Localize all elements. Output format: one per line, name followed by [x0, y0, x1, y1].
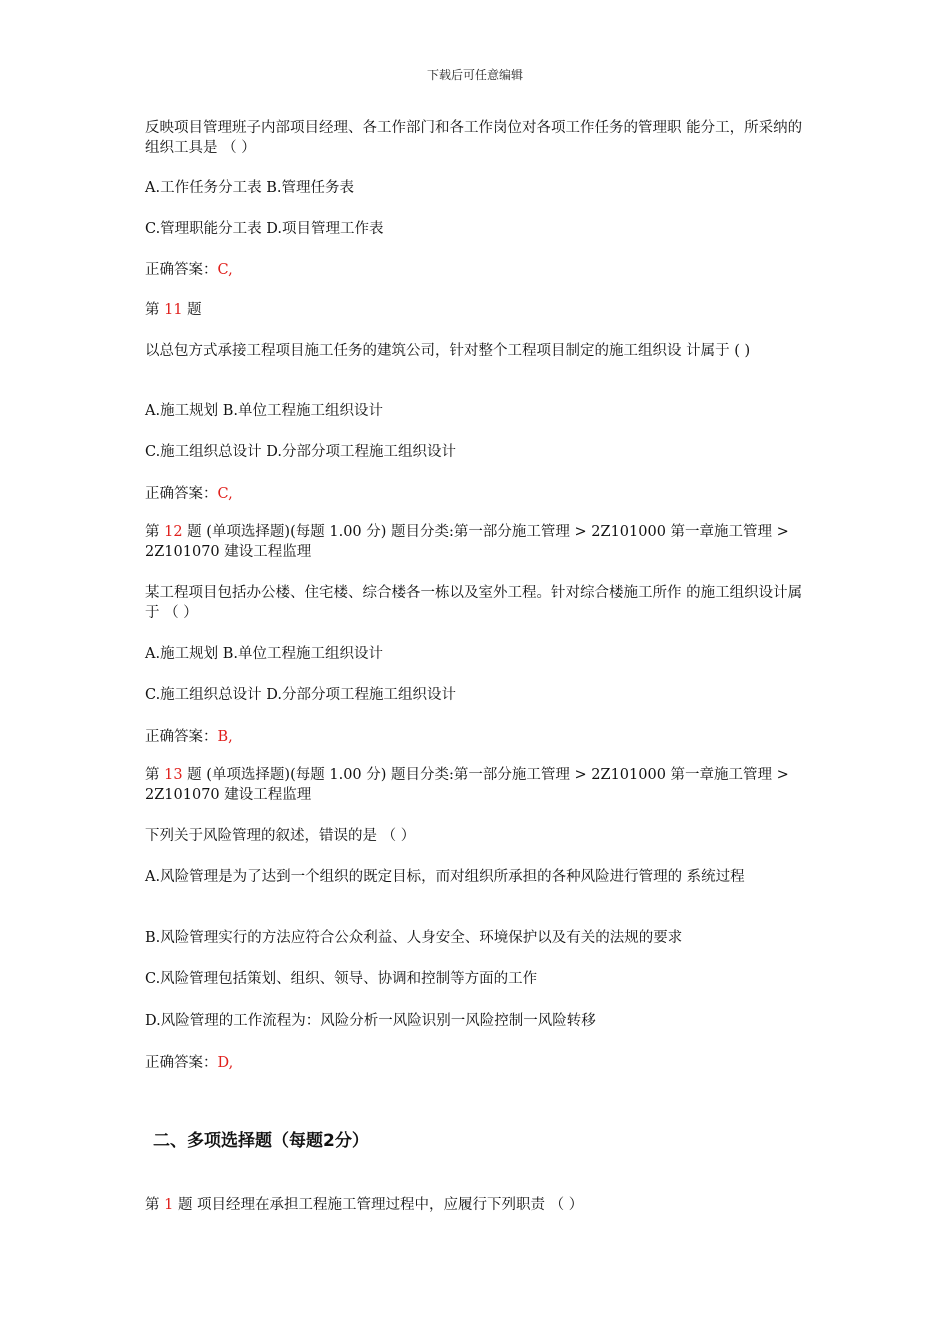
answer-value: D,: [217, 1055, 234, 1071]
question-12-answer: [145, 727, 815, 747]
question-11-stem: 以总包方式承接工程项目施工任务的建筑公司，针对整个工程项目制定的施工组织设 计属于 ( ): [145, 343, 751, 359]
question-13-stem: 下列关于风险管理的叙述，错误的是 （ ）: [145, 828, 416, 844]
question-13-option-d: D.风险管理的工作流程为：风险分析一风险识别一风险控制一风险转移: [145, 1013, 596, 1029]
question-number: 11: [164, 302, 183, 318]
question-number: 1: [164, 1197, 174, 1213]
question-11-title: [145, 300, 815, 320]
answer-value: C,: [217, 486, 233, 502]
question-prefix: 第: [145, 1197, 165, 1213]
page-header: 下载后可任意编辑: [426, 68, 523, 82]
question-suffix: 题: [182, 302, 202, 318]
question-12-stem: 某工程项目包括办公楼、住宅楼、综合楼各一栋以及室外工程。针对综合楼施工所作 的施工组织设计属于 （ ）: [145, 585, 803, 621]
question-10-options-cd: C.管理职能分工表 D.项目管理工作表: [145, 221, 384, 237]
answer-value: C,: [217, 262, 233, 278]
answer-value: B,: [217, 729, 233, 745]
answer-label: 正确答案：: [145, 486, 218, 502]
question-suffix: 题 项目经理在承担工程施工管理过程中，应履行下列职责 （ ）: [173, 1197, 584, 1213]
question-prefix: 第: [145, 524, 165, 540]
question-12-options-ab: A.施工规划 B.单位工程施工组织设计: [145, 646, 383, 662]
question-11-answer: [145, 484, 815, 504]
multi-question-1-title: [145, 1195, 815, 1215]
answer-label: 正确答案：: [145, 729, 218, 745]
question-11-options-ab: A.施工规划 B.单位工程施工组织设计: [145, 403, 383, 419]
question-10-answer: [145, 260, 815, 280]
question-13-option-b: B.风险管理实行的方法应符合公众利益、人身安全、环境保护以及有关的法规的要求: [145, 930, 683, 946]
question-number: 12: [164, 524, 183, 540]
section-heading: 二、多项选择题（每题2分）: [153, 1131, 369, 1151]
question-prefix: 第: [145, 767, 165, 783]
question-13-answer: [145, 1053, 815, 1073]
question-suffix: 题 (单项选择题)(每题 1.00 分) 题目分类:第一部分施工管理 > 2Z101000 第一章施工管理 > 2Z101070 建设工程监理: [145, 767, 794, 803]
question-suffix: 题 (单项选择题)(每题 1.00 分) 题目分类:第一部分施工管理 > 2Z101000 第一章施工管理 > 2Z101070 建设工程监理: [145, 524, 794, 560]
question-10-options-ab: A.工作任务分工表 B.管理任务表: [145, 180, 354, 196]
question-13-option-c: C.风险管理包括策划、组织、领导、协调和控制等方面的工作: [145, 971, 538, 987]
question-number: 13: [164, 767, 183, 783]
question-prefix: 第: [145, 302, 165, 318]
question-10-stem: 反映项目管理班子内部项目经理、各工作部门和各工作岗位对各项工作任务的管理职 能分工，所采纳的组织工具是 （ ）: [145, 120, 803, 156]
question-12-options-cd: C.施工组织总设计 D.分部分项工程施工组织设计: [145, 687, 457, 703]
answer-label: 正确答案：: [145, 262, 218, 278]
question-12-title: [145, 522, 815, 562]
question-13-title: [145, 765, 815, 805]
question-11-options-cd: C.施工组织总设计 D.分部分项工程施工组织设计: [145, 444, 457, 460]
answer-label: 正确答案：: [145, 1055, 218, 1071]
question-13-option-a: A.风险管理是为了达到一个组织的既定目标，而对组织所承担的各种风险进行管理的 系统过程: [145, 869, 745, 885]
